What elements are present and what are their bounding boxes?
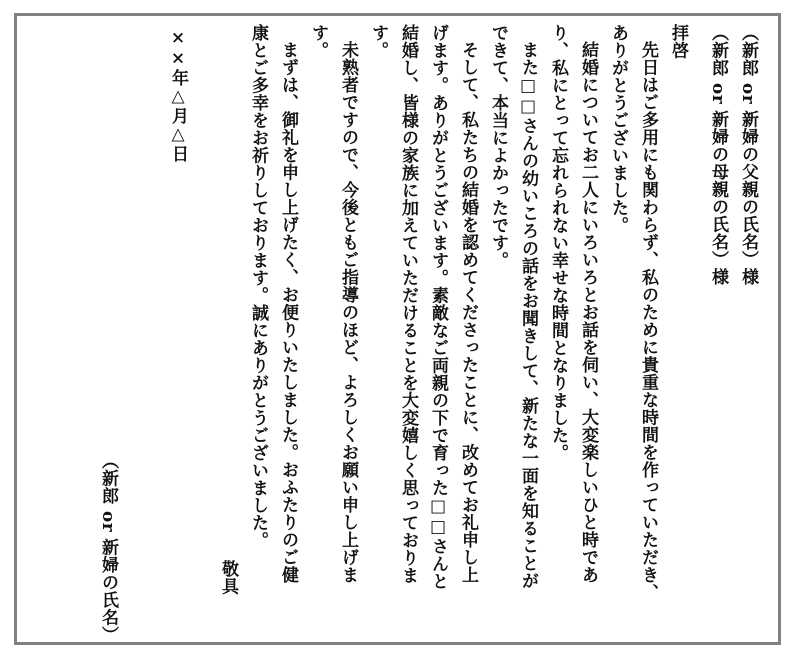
body-line-2: ありがとうございました。 <box>608 24 628 234</box>
body-line-9: 結婚し、皆様の家族に加えていただけることを大変嬉しく思っておりま <box>398 24 418 584</box>
body-line-7: そして、私たちの結婚を認めてくださったことに、改めてお礼申し上 <box>458 41 478 584</box>
body-line-3: 結婚についてお二人にいろいろとお話を伺い、大変楽しいひと時であ <box>578 41 598 584</box>
body-line-1: 先日はご多用にも関わらず、私のために貴重な時間を作っていただき、 <box>638 41 658 601</box>
body-line-12: す。 <box>308 24 328 59</box>
body-line-13: まずは、御礼を申し上げたく、お便りいたしました。おふたりのご健 <box>278 41 298 584</box>
body-line-14: 康とご多幸をお祈りしております。誠にありがとうございました。 <box>248 24 268 549</box>
body-line-10: す。 <box>368 24 388 59</box>
body-line-4: り、私にとって忘れられない幸せな時間となりました。 <box>548 24 568 462</box>
body-line-6: できて、本当によかったです。 <box>488 24 508 269</box>
sender-signature: （新郎 or 新婦の氏名） <box>98 452 118 644</box>
greeting: 拝啓 <box>668 24 688 59</box>
closing: 敬具 <box>218 560 238 595</box>
body-line-8: げます。ありがとうございます。素敵なご両親の下で育った□□さんと <box>428 24 448 590</box>
letter-date: ××年△月△日 <box>168 28 188 163</box>
body-line-5: また□□さんの幼いころの話をお聞きして、新たな一面を知ることが <box>518 41 538 590</box>
body-line-11: 未熟者ですので、今後ともご指導のほど、よろしくお願い申し上げま <box>338 41 358 584</box>
addressee-father: （新郎 or 新婦の父親の氏名）様 <box>738 24 758 286</box>
addressee-mother: （新郎 or 新婦の母親の氏名）様 <box>708 24 728 286</box>
